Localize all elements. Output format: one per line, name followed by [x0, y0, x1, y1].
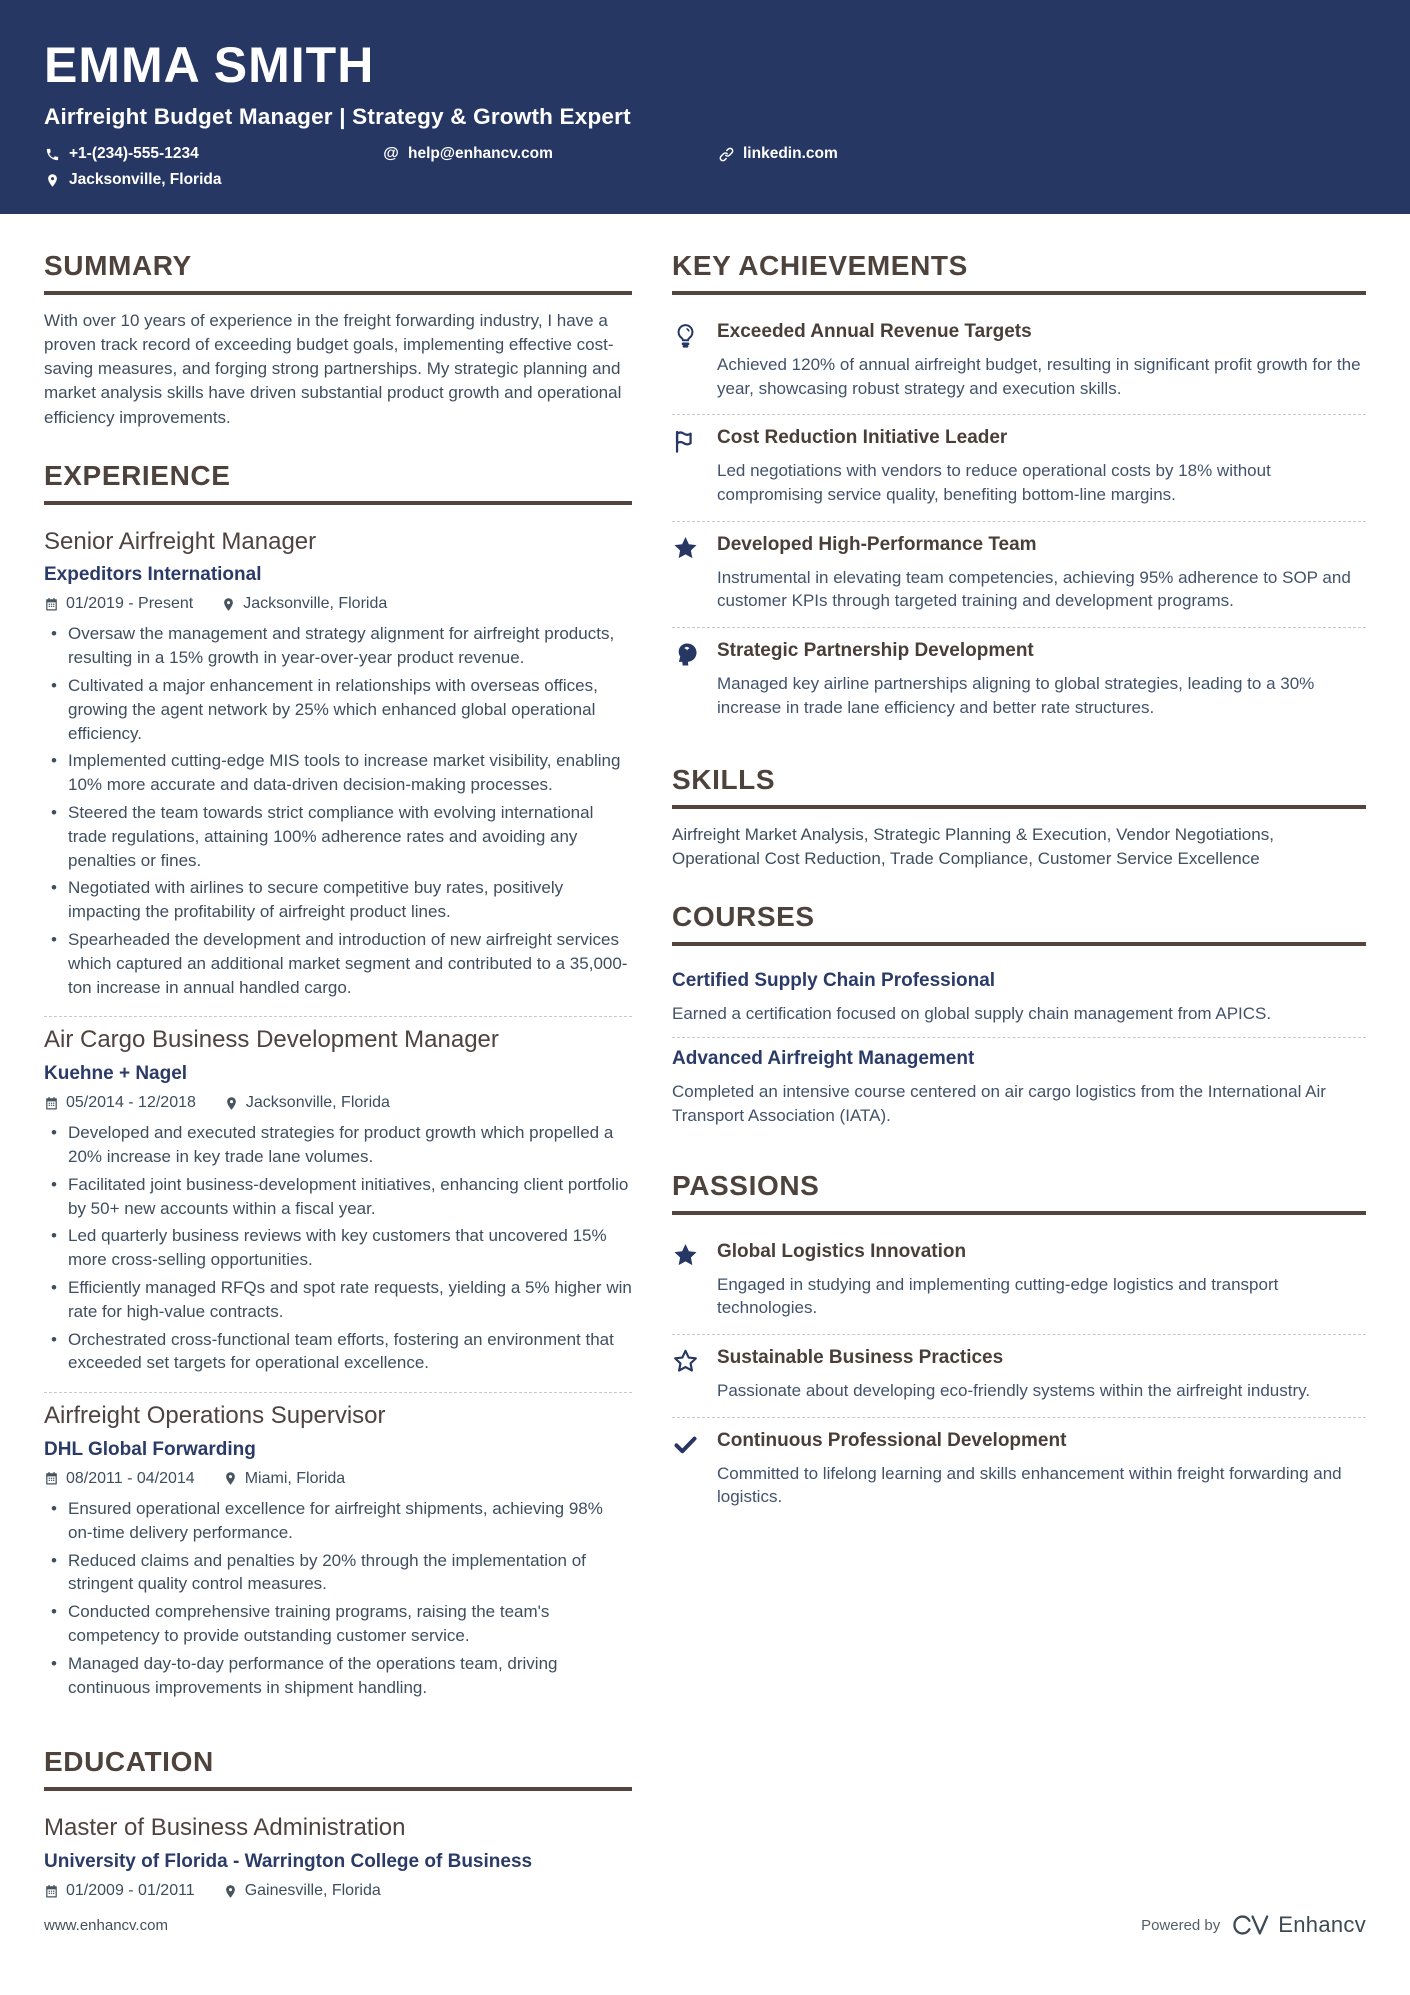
bullet: • Led quarterly business reviews with key customers that uncovered 15% more cross-selling opportunities. [44, 1224, 632, 1272]
achievement-title: Exceeded Annual Revenue Targets [717, 321, 1032, 342]
job-location-text: Miami, Florida [244, 1469, 346, 1487]
passion-body [717, 1347, 1310, 1403]
experience-entry [44, 1016, 632, 1392]
right-column [672, 250, 1366, 1943]
achievements-section [672, 250, 1366, 734]
achievement-body [717, 427, 1366, 506]
job-location-text: Jacksonville, Florida [245, 1094, 390, 1112]
achievement-item [672, 309, 1366, 414]
lightbulb-icon [672, 321, 702, 400]
passion-title: Sustainable Business Practices [717, 1347, 1004, 1369]
left-column [44, 250, 632, 1943]
company-name: DHL Global Forwarding [44, 1438, 256, 1460]
job-dates-text: 05/2014 - 12/2018 [66, 1094, 196, 1112]
location-pin-icon [223, 1884, 238, 1899]
education-heading: EDUCATION [44, 1746, 632, 1791]
course-title: Certified Supply Chain Professional [672, 969, 996, 991]
job-dates-text: 08/2011 - 04/2014 [66, 1469, 195, 1487]
job-location-text: Jacksonville, Florida [243, 595, 388, 613]
brand [1231, 1912, 1366, 1938]
bullet: • Ensured operational excellence for airfreight shipments, achieving 98% on-time delivery performance. [44, 1497, 632, 1545]
company-name: Expeditors International [44, 564, 262, 586]
job-dates-text: 01/2019 - Present [66, 595, 194, 613]
summary-heading: SUMMARY [44, 250, 632, 295]
education-location [223, 1882, 381, 1900]
passions-section [672, 1170, 1366, 1523]
location-pin-icon [221, 597, 236, 612]
passion-text: Engaged in studying and implementing cutting-edge logistics and transport technologies. [717, 1274, 1279, 1318]
achievement-text: Led negotiations with vendors to reduce operational costs by 18% without compromising service quality, benefiting bottom-line margins. [717, 461, 1271, 504]
person-name: EMMA SMITH [44, 37, 375, 93]
location-contact [44, 171, 221, 189]
education-entry [44, 1805, 632, 1913]
education-dates-text: 01/2009 - 01/2011 [66, 1882, 195, 1900]
experience-heading: EXPERIENCE [44, 460, 632, 505]
achievement-item [672, 521, 1366, 627]
job-headline: Airfreight Budget Manager | Strategy & Growth Expert [44, 104, 631, 129]
bullet: • Cultivated a major enhancement in relationships with overseas offices, growing the agent network by 25% which enhanced global operational efficiency. [44, 674, 632, 745]
job-location [223, 1470, 345, 1488]
phone-icon [44, 146, 60, 162]
job-dates [44, 595, 193, 613]
at-icon: @ [383, 145, 399, 162]
job-meta [44, 595, 632, 613]
job-bullets [44, 622, 632, 999]
course-text: Earned a certification focused on global supply chain management from APICS. [672, 1003, 1272, 1023]
passion-title: Continuous Professional Development [717, 1429, 1067, 1451]
skills-section [672, 764, 1366, 871]
courses-heading: COURSES [672, 901, 1366, 946]
summary-text: With over 10 years of experience in the freight forwarding industry, I have a proven track record of exceeding budget goals, implementing effective cost-saving measures, and forging strong partnerships. My strategic planning and market analysis skills have driven substantial product growth and operational efficiency improvements. [44, 311, 622, 427]
contact-row [44, 145, 1366, 163]
bullet: • Spearheaded the development and introduction of new airfreight services which captured an additional market segment and contributed to a 35,000-ton increase in annual handled cargo. [44, 928, 632, 999]
course-item [672, 1037, 1366, 1139]
education-section [44, 1746, 632, 1913]
achievements-heading: KEY ACHIEVEMENTS [672, 250, 1366, 295]
passion-text: Passionate about developing eco-friendly systems within the airfreight industry. [717, 1380, 1311, 1400]
job-title: Airfreight Operations Supervisor [44, 1402, 386, 1430]
enhancv-logo-icon [1231, 1912, 1271, 1938]
job-bullets [44, 1497, 632, 1699]
experience-section [44, 460, 632, 1717]
passion-item [672, 1334, 1366, 1417]
courses-section [672, 901, 1366, 1140]
calendar-icon [44, 597, 59, 612]
course-text: Completed an intensive course centered on air cargo logistics from the International Air Transport Association (IATA). [672, 1082, 1326, 1125]
star-icon [672, 534, 702, 613]
star-outline-icon [672, 1347, 702, 1403]
achievement-item [672, 627, 1366, 733]
achievement-body [717, 640, 1366, 719]
school-name: University of Florida - Warrington College of Business [44, 1851, 533, 1873]
star-icon [672, 1241, 702, 1320]
bullet: • Developed and executed strategies for product growth which propelled a 20% increase in key trade lane volumes. [44, 1121, 632, 1169]
email-contact[interactable] [383, 145, 718, 163]
job-meta [44, 1094, 632, 1112]
passion-text: Committed to lifelong learning and skills enhancement within freight forwarding and logistics. [717, 1463, 1342, 1507]
content [0, 214, 1410, 1943]
job-meta [44, 1470, 632, 1488]
job-location [221, 595, 387, 613]
bullet: • Oversaw the management and strategy alignment for airfreight products, resulting in a 15% growth in year-over-year product revenue. [44, 622, 632, 670]
job-title: Senior Airfreight Manager [44, 527, 317, 555]
achievement-text: Managed key airline partnerships aligning to global strategies, leading to a 30% increase in trade lane efficiency and better rate structures. [717, 673, 1315, 717]
company-name: Kuehne + Nagel [44, 1063, 188, 1085]
bullet: • Negotiated with airlines to secure competitive buy rates, positively impacting the profitability of airfreight product lines. [44, 876, 632, 924]
bullet: • Managed day-to-day performance of the operations team, driving continuous improvements in shipment handling. [44, 1652, 632, 1700]
achievement-title: Developed High-Performance Team [717, 533, 1037, 555]
passion-item [672, 1417, 1366, 1523]
link-icon [718, 146, 734, 162]
passion-body [717, 1241, 1366, 1320]
education-location-text: Gainesville, Florida [244, 1882, 381, 1900]
bullet: • Conducted comprehensive training programs, raising the team's competency to provide outstanding customer service. [44, 1600, 632, 1648]
check-icon [672, 1430, 702, 1509]
linkedin-url: linkedin.com [743, 145, 838, 162]
achievement-item [672, 414, 1366, 520]
passion-body [717, 1430, 1366, 1509]
degree-title: Master of Business Administration [44, 1814, 406, 1842]
bullet: • Reduced claims and penalties by 20% through the implementation of stringent quality control measures. [44, 1549, 632, 1597]
achievement-body [717, 534, 1366, 613]
skills-heading: SKILLS [672, 764, 1366, 809]
linkedin-contact[interactable] [718, 145, 838, 163]
course-title: Advanced Airfreight Management [672, 1048, 975, 1070]
achievement-text: Instrumental in elevating team competencies, achieving 95% adherence to SOP and customer KPIs through targeted training and development programs. [717, 567, 1351, 611]
achievement-text: Achieved 120% of annual airfreight budget, resulting in significant profit growth for the year, showcasing robust strategy and execution skills. [717, 354, 1361, 398]
summary-section [44, 250, 632, 430]
footer [44, 1912, 1366, 1938]
location-row [44, 171, 1366, 189]
skills-text: Airfreight Market Analysis, Strategic Planning & Execution, Vendor Negotiations, Operational Cost Reduction, Trade Compliance, Customer Service Excellence [672, 824, 1274, 868]
brand-name: Enhancv [1278, 1912, 1366, 1937]
passion-item [672, 1229, 1366, 1334]
job-bullets [44, 1121, 632, 1375]
course-item [672, 960, 1366, 1038]
job-dates [44, 1470, 195, 1488]
experience-entry [44, 519, 632, 1017]
bullet: • Implemented cutting-edge MIS tools to increase market visibility, enabling 10% more accurate and data-driven decision-making processes. [44, 749, 632, 797]
email-address: help@enhancv.com [408, 145, 553, 162]
calendar-icon [44, 1471, 59, 1486]
achievement-title: Cost Reduction Initiative Leader [717, 427, 1008, 449]
job-dates [44, 1094, 196, 1112]
powered-by[interactable] [1141, 1912, 1366, 1938]
bullet: • Orchestrated cross-functional team efforts, fostering an environment that exceeded set targets for operational excellence. [44, 1328, 632, 1376]
phone-contact[interactable] [44, 145, 383, 163]
bullet: • Steered the team towards strict compliance with evolving international trade regulations, attaining 100% adherence rates and avoiding any penalties or fines. [44, 801, 632, 872]
location-text: Jacksonville, Florida [69, 171, 222, 188]
location-pin-icon [44, 172, 60, 188]
achievement-body [717, 321, 1366, 400]
education-dates [44, 1882, 195, 1900]
powered-by-label: Powered by [1141, 1916, 1221, 1934]
phone-number: +1-(234)-555-1234 [69, 145, 199, 162]
location-pin-icon [224, 1096, 239, 1111]
head-icon [672, 640, 702, 719]
passions-heading: PASSIONS [672, 1170, 1366, 1215]
experience-entry [44, 1392, 632, 1716]
header [0, 0, 1410, 214]
achievement-title: Strategic Partnership Development [717, 640, 1034, 662]
location-pin-icon [223, 1471, 238, 1486]
flag-icon [672, 427, 702, 506]
bullet: • Efficiently managed RFQs and spot rate requests, yielding a 5% higher win rate for high-value contracts. [44, 1276, 632, 1324]
education-meta [44, 1882, 632, 1900]
footer-website[interactable]: www.enhancv.com [44, 1916, 168, 1934]
job-title: Air Cargo Business Development Manager [44, 1026, 499, 1054]
passion-title: Global Logistics Innovation [717, 1240, 967, 1262]
bullet: • Facilitated joint business-development initiatives, enhancing client portfolio by 50+ new accounts within a fiscal year. [44, 1173, 632, 1221]
job-location [224, 1094, 390, 1112]
calendar-icon [44, 1884, 59, 1899]
calendar-icon [44, 1096, 59, 1111]
